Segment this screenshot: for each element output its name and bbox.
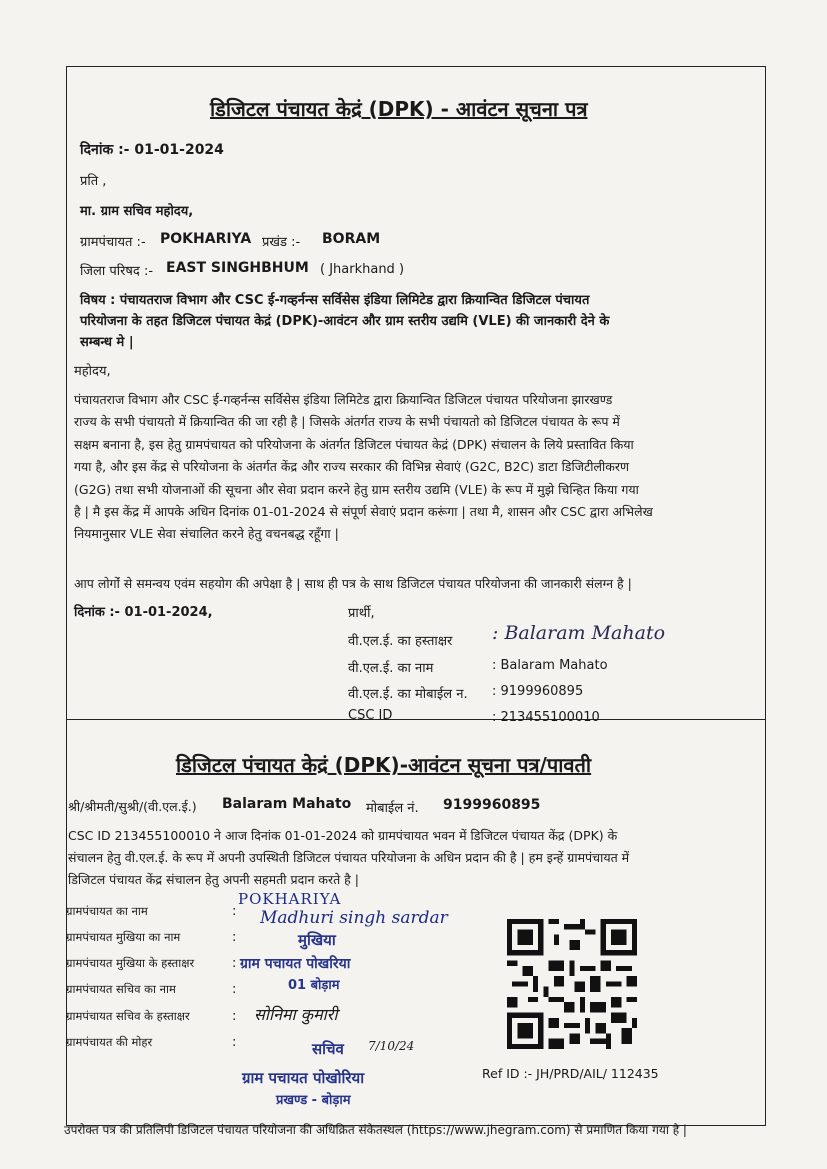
vle-mobile-label: वी.एल.ई. का मोबाईल न. — [348, 687, 468, 702]
colon-3: : — [232, 956, 237, 971]
field-seal: ग्रामपंचायत की मोहर — [66, 1035, 153, 1049]
letter-to: प्रति , — [80, 174, 107, 189]
colon-6: : — [232, 1035, 237, 1050]
csc-label: CSC ID — [348, 708, 393, 723]
subject: विषय : पंचायतराज विभाग और CSC ई-गव्हर्नन्स सर्विसेस इंडिया लिमिटेड द्वारा क्रियान्वित डिजिटल पंचायत परियोजना के तहत डिजिटल पंचायत केद्रं (DPK)-आवंटन और ग्राम स्तरीय उद्यमि (VLE) की जानकारी देने के सम्बन्ध मे | — [80, 293, 610, 350]
receipt-name: Balaram Mahato — [222, 796, 352, 812]
block-label: प्रखंड :- — [262, 235, 301, 250]
sign-date: दिनांक :- 01-01-2024, — [74, 605, 213, 620]
seal-line-1: ग्राम पचायत पोखोरिया — [242, 1069, 365, 1087]
colon-2: : — [232, 930, 237, 945]
receipt-text: CSC ID 213455100010 ने आज दिनांक 01-01-2024 को ग्रामपंचायत भवन में डिजिटल पंचायत केंद्र (DPK) के संचालन हेतु वी.एल.ई. के रूप में अपनी उपस्थिती डिजिटल पंचायत परियोजना के अधिन प्रदान की है | हम इन्हें ग्रामपंचायत में डिजिटल पंचायत केंद्र संचालन हेतु अपनी सहमती प्रदान करते है | — [68, 828, 630, 887]
receipt-mobile-label: मोबाईल नं. — [366, 801, 419, 816]
vle-name-value: : Balaram Mahato — [492, 658, 608, 673]
gram-value: POKHARIYA — [160, 231, 252, 247]
field-secretary-name: ग्रामपंचायत सचिव का नाम — [66, 982, 176, 996]
district-value: EAST SINGHBHUM — [166, 260, 309, 276]
vle-sign-label: वी.एल.ई. का हस्ताक्षर — [348, 634, 453, 649]
csc-value: : 213455100010 — [492, 710, 600, 725]
colon-4: : — [232, 982, 237, 997]
colon-1: : — [232, 904, 237, 919]
ref-id: Ref ID :- JH/PRD/AIL/ 112435 — [482, 1066, 659, 1081]
state-value: ( Jharkhand ) — [320, 262, 405, 277]
receipt-mobile: 9199960895 — [443, 797, 541, 813]
section-divider — [66, 719, 766, 720]
footer-note: उपरोक्त पत्र की प्रतिलिपी डिजिटल पंचायत परियोजना की अधिक्रित संकेतस्थल (https://www.jhegram.com) से प्रमाणित किया गया है | — [64, 1123, 687, 1137]
field-secretary-sign: ग्रामपंचायत सचिव के हस्ताक्षर — [66, 1009, 190, 1023]
field-panchayat-name: ग्रामपंचायत का नाम — [66, 904, 148, 918]
field-mukhiya-sign: ग्रामपंचायत मुखिया के हस्ताक्षर — [66, 956, 195, 970]
stamp-mukhiya: मुखिया — [298, 931, 336, 949]
letter-addressee: मा. ग्राम सचिव महोदय, — [80, 204, 194, 219]
secretary-signature: सोनिमा कुमारी — [254, 1005, 338, 1024]
salutation: महोदय, — [74, 364, 111, 379]
field-mukhiya-name: ग्रामपंचायत मुखिया का नाम — [66, 930, 181, 944]
applicant: प्रार्थी, — [348, 606, 375, 621]
vle-name-label: वी.एल.ई. का नाम — [348, 661, 434, 676]
vle-mobile-value: : 9199960895 — [492, 684, 584, 699]
seal-line-2: प्रखण्ड - बोड़ाम — [276, 1093, 351, 1108]
receipt-title: डिजिटल पंचायत केद्रं (DPK)-आवंटन सूचना पत्र/पावती — [176, 753, 592, 777]
vle-signature: : Balaram Mahato — [492, 622, 666, 644]
secretary-date: 7/10/24 — [368, 1039, 415, 1053]
colon-5: : — [232, 1009, 237, 1024]
stamp-gram-panchayat: ग्राम पचायत पोखरिया — [240, 956, 351, 972]
block-value: BORAM — [322, 231, 381, 247]
qr-code-icon — [507, 913, 637, 1055]
stamp-boram: 01 बोड़ाम — [288, 978, 340, 993]
letter-body: पंचायतराज विभाग और CSC ई-गव्हर्नन्स सर्विसेस इंडिया लिमिटेड द्वारा क्रियान्वित डिजिटल पंचायत परियोजना झारखण्ड राज्य के सभी पंचायतो में क्रियान्वित की जा रही है | जिसके अंतर्गत राज्य के सभी पंचायतो को डिजिटल पंचायत के रूप में सक्षम बनाना है, इस हेतु ग्रामपंचायत को परियोजना के अंतर्गत डिजिटल पंचायत केद्रं (DPK) संचालन के लिये प्रस्तावित किया गया है, और इस केंद्र से परियोजना के अंतर्गत केंद्र और राज्य सरकार की विभिन्न सेवाएं (G2C, B2C) डाटा डिजिटीलीकरण (G2G) तथा सभी योजनाओं की सूचना और सेवा प्रदान करने हेतु ग्राम स्तरीय उद्यमि (VLE) के रूप में मुझे चिन्हित किया गया है | मै इस केंद्र में आपके अधिन दिनांक 01-01-2024 से संपूर्ण सेवाएं प्रदान करूंगा | तथा मै, शासन और CSC द्वारा अभिलेख नियमानुसार VLE सेवा संचालित करने हेतु वचनबद्ध रहूँगा | — [74, 392, 653, 542]
letter-date: दिनांक :- 01-01-2024 — [80, 142, 224, 158]
receipt-name-prefix: श्री/श्रीमती/सुश्री/(वी.एल.ई.) — [68, 799, 197, 814]
hand-pokhariya: POKHARIYA — [238, 890, 342, 908]
district-label: जिला परिषद :- — [80, 264, 154, 279]
gram-label: ग्रामपंचायत :- — [80, 235, 146, 250]
cooperation-line: आप लोगोंं से समन्वय एवंम सहयोग की अपेक्षा है | साथ ही पत्र के साथ डिजिटल पंचायत परियोजना की जानकारी संलग्न है | — [74, 576, 632, 591]
stamp-sachiv: सचिव — [312, 1040, 344, 1058]
mukhiya-signature: Madhuri singh sardar — [260, 908, 448, 928]
letter-title: डिजिटल पंचायत केद्रं (DPK) - आवंटन सूचना पत्र — [210, 97, 588, 121]
